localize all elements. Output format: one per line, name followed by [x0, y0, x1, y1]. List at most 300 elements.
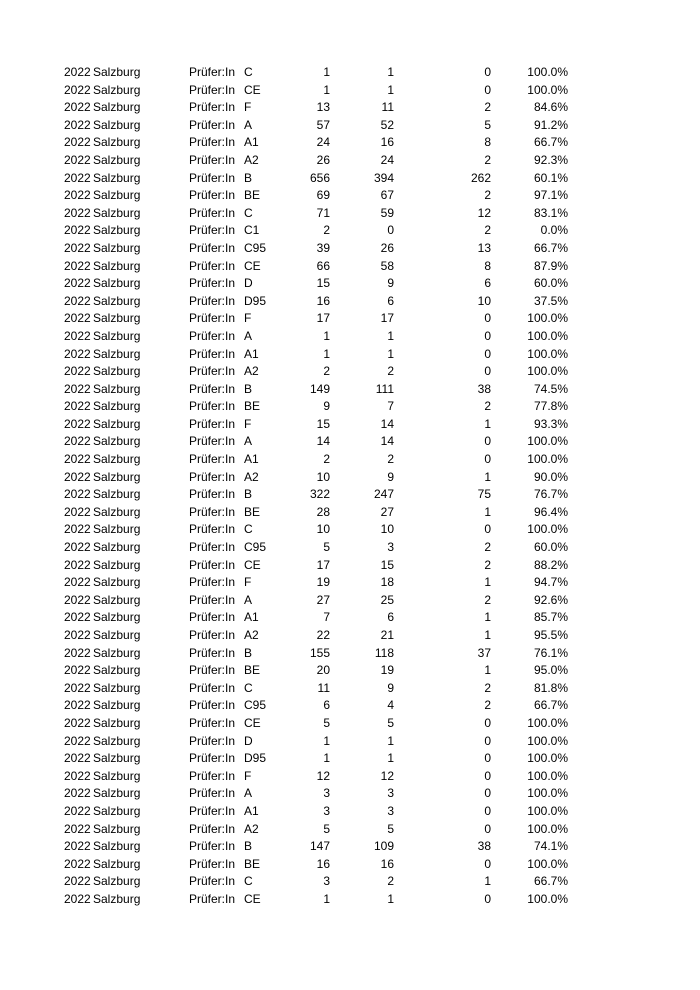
- failed-count-cell: 38: [477, 381, 491, 396]
- examiner-cell: Prüfer:In: [189, 188, 236, 203]
- passed-count-cell: 1: [387, 328, 394, 343]
- examiner-cell: Prüfer:In: [189, 575, 236, 590]
- table-row: [0, 381, 700, 399]
- table-row: [0, 680, 700, 698]
- pass-rate-cell: 84.6%: [533, 100, 568, 115]
- year-cell: 2022: [64, 733, 91, 748]
- city-cell: Salzburg: [93, 698, 141, 713]
- pass-rate-cell: 81.8%: [533, 680, 568, 695]
- failed-count-cell: 0: [484, 891, 491, 906]
- failed-count-cell: 75: [477, 487, 491, 502]
- year-cell: 2022: [64, 65, 91, 79]
- year-cell: 2022: [64, 856, 91, 871]
- passed-count-cell: 9: [387, 469, 394, 484]
- license-class-cell: CE: [244, 82, 261, 97]
- total-count-cell: 12: [316, 768, 330, 783]
- failed-count-cell: 0: [484, 751, 491, 766]
- pass-rate-cell: 60.0%: [533, 276, 568, 291]
- failed-count-cell: 0: [484, 311, 491, 326]
- failed-count-cell: 1: [484, 416, 491, 431]
- table-row: [0, 310, 700, 328]
- year-cell: 2022: [64, 874, 91, 889]
- license-class-cell: A1: [244, 135, 259, 150]
- table-row: [0, 416, 700, 434]
- failed-count-cell: 10: [477, 293, 491, 308]
- table-row: [0, 609, 700, 627]
- examiner-cell: Prüfer:In: [189, 522, 236, 537]
- table-row: [0, 258, 700, 276]
- examiner-cell: Prüfer:In: [189, 258, 236, 273]
- license-class-cell: BE: [244, 856, 261, 871]
- license-class-cell: A1: [244, 452, 259, 467]
- passed-count-cell: 7: [387, 399, 394, 414]
- examiner-cell: Prüfer:In: [189, 645, 236, 660]
- examiner-cell: Prüfer:In: [189, 240, 236, 255]
- examiner-cell: Prüfer:In: [189, 786, 236, 801]
- total-count-cell: 6: [323, 698, 330, 713]
- examiner-cell: Prüfer:In: [189, 698, 236, 713]
- examiner-cell: Prüfer:In: [189, 100, 236, 115]
- passed-count-cell: 111: [375, 381, 394, 396]
- total-count-cell: 10: [316, 522, 330, 537]
- year-cell: 2022: [64, 416, 91, 431]
- year-cell: 2022: [64, 135, 91, 150]
- examiner-cell: Prüfer:In: [189, 469, 236, 484]
- failed-count-cell: 8: [484, 258, 491, 273]
- city-cell: Salzburg: [93, 839, 141, 854]
- total-count-cell: 5: [323, 715, 330, 730]
- table-row: [0, 205, 700, 223]
- city-cell: Salzburg: [93, 188, 141, 203]
- passed-count-cell: 1: [387, 346, 394, 361]
- city-cell: Salzburg: [93, 891, 141, 906]
- pass-rate-cell: 100.0%: [527, 364, 568, 379]
- examiner-cell: Prüfer:In: [189, 205, 236, 220]
- passed-count-cell: 15: [380, 557, 394, 572]
- failed-count-cell: 2: [484, 592, 491, 607]
- total-count-cell: 27: [316, 592, 330, 607]
- pass-rate-cell: 95.0%: [533, 663, 568, 678]
- pass-rate-cell: 94.7%: [533, 575, 568, 590]
- pass-rate-cell: 37.5%: [533, 293, 568, 308]
- year-cell: 2022: [64, 839, 91, 854]
- total-count-cell: 147: [309, 839, 330, 854]
- failed-count-cell: 2: [484, 557, 491, 572]
- city-cell: Salzburg: [93, 680, 141, 695]
- year-cell: 2022: [64, 276, 91, 291]
- failed-count-cell: 262: [470, 170, 491, 185]
- examiner-cell: Prüfer:In: [189, 733, 236, 748]
- examiner-cell: Prüfer:In: [189, 874, 236, 889]
- table-row: [0, 557, 700, 575]
- license-class-cell: C: [244, 205, 253, 220]
- city-cell: Salzburg: [93, 364, 141, 379]
- failed-count-cell: 2: [484, 698, 491, 713]
- license-class-cell: BE: [244, 504, 261, 519]
- failed-count-cell: 2: [484, 399, 491, 414]
- passed-count-cell: 58: [380, 258, 394, 273]
- year-cell: 2022: [64, 381, 91, 396]
- failed-count-cell: 1: [484, 663, 491, 678]
- pass-rate-cell: 85.7%: [533, 610, 568, 625]
- passed-count-cell: 10: [380, 522, 394, 537]
- table-row: [0, 117, 700, 135]
- total-count-cell: 66: [316, 258, 330, 273]
- city-cell: Salzburg: [93, 610, 141, 625]
- examiner-cell: Prüfer:In: [189, 276, 236, 291]
- license-class-cell: C: [244, 874, 253, 889]
- year-cell: 2022: [64, 715, 91, 730]
- city-cell: Salzburg: [93, 381, 141, 396]
- pass-rate-cell: 100.0%: [527, 715, 568, 730]
- failed-count-cell: 0: [484, 328, 491, 343]
- examiner-cell: Prüfer:In: [189, 540, 236, 555]
- pass-rate-cell: 100.0%: [527, 522, 568, 537]
- city-cell: Salzburg: [93, 65, 141, 79]
- failed-count-cell: 6: [484, 276, 491, 291]
- table-row: [0, 152, 700, 170]
- table-row: [0, 838, 700, 856]
- examiner-cell: Prüfer:In: [189, 856, 236, 871]
- city-cell: Salzburg: [93, 469, 141, 484]
- license-class-cell: F: [244, 575, 252, 590]
- year-cell: 2022: [64, 399, 91, 414]
- examiner-cell: Prüfer:In: [189, 135, 236, 150]
- pass-rate-cell: 97.1%: [533, 188, 568, 203]
- city-cell: Salzburg: [93, 786, 141, 801]
- city-cell: Salzburg: [93, 117, 141, 132]
- year-cell: 2022: [64, 223, 91, 238]
- failed-count-cell: 5: [484, 117, 491, 132]
- passed-count-cell: 12: [380, 768, 394, 783]
- license-class-cell: B: [244, 381, 253, 396]
- table-row: [0, 821, 700, 839]
- city-cell: Salzburg: [93, 82, 141, 97]
- city-cell: Salzburg: [93, 645, 141, 660]
- year-cell: 2022: [64, 82, 91, 97]
- total-count-cell: 5: [323, 540, 330, 555]
- table-row: [0, 170, 700, 188]
- year-cell: 2022: [64, 821, 91, 836]
- examiner-cell: Prüfer:In: [189, 152, 236, 167]
- total-count-cell: 3: [323, 874, 330, 889]
- examiner-cell: Prüfer:In: [189, 592, 236, 607]
- total-count-cell: 16: [316, 293, 330, 308]
- license-class-cell: F: [244, 100, 252, 115]
- license-class-cell: C: [244, 522, 253, 537]
- year-cell: 2022: [64, 152, 91, 167]
- examiner-cell: Prüfer:In: [189, 768, 236, 783]
- passed-count-cell: 26: [380, 240, 394, 255]
- year-cell: 2022: [64, 293, 91, 308]
- license-class-cell: B: [244, 170, 253, 185]
- pass-rate-cell: 92.3%: [533, 152, 568, 167]
- failed-count-cell: 8: [484, 135, 491, 150]
- total-count-cell: 1: [323, 65, 330, 79]
- year-cell: 2022: [64, 768, 91, 783]
- passed-count-cell: 2: [387, 874, 394, 889]
- failed-count-cell: 2: [484, 223, 491, 238]
- license-class-cell: CE: [244, 258, 261, 273]
- failed-count-cell: 37: [477, 645, 491, 660]
- city-cell: Salzburg: [93, 856, 141, 871]
- total-count-cell: 20: [316, 663, 330, 678]
- license-class-cell: B: [244, 487, 253, 502]
- total-count-cell: 10: [316, 469, 330, 484]
- table-row: [0, 750, 700, 768]
- pass-rate-cell: 93.3%: [533, 416, 568, 431]
- total-count-cell: 26: [316, 152, 330, 167]
- year-cell: 2022: [64, 592, 91, 607]
- table-row: [0, 539, 700, 557]
- failed-count-cell: 1: [484, 874, 491, 889]
- passed-count-cell: 1: [387, 82, 394, 97]
- failed-count-cell: 1: [484, 575, 491, 590]
- pass-rate-cell: 100.0%: [527, 751, 568, 766]
- table-row: [0, 398, 700, 416]
- examiner-cell: Prüfer:In: [189, 82, 236, 97]
- passed-count-cell: 14: [380, 416, 394, 431]
- failed-count-cell: 2: [484, 100, 491, 115]
- passed-count-cell: 14: [380, 434, 394, 449]
- pass-rate-cell: 87.9%: [533, 258, 568, 273]
- total-count-cell: 3: [323, 786, 330, 801]
- passed-count-cell: 25: [380, 592, 394, 607]
- license-class-cell: A2: [244, 152, 259, 167]
- total-count-cell: 71: [316, 205, 330, 220]
- failed-count-cell: 2: [484, 188, 491, 203]
- table-row: [0, 662, 700, 680]
- pass-rate-cell: 100.0%: [527, 452, 568, 467]
- total-count-cell: 39: [316, 240, 330, 255]
- year-cell: 2022: [64, 487, 91, 502]
- passed-count-cell: 59: [380, 205, 394, 220]
- passed-count-cell: 17: [380, 311, 394, 326]
- failed-count-cell: 0: [484, 803, 491, 818]
- passed-count-cell: 247: [373, 487, 394, 502]
- passed-count-cell: 52: [380, 117, 394, 132]
- failed-count-cell: 1: [484, 504, 491, 519]
- total-count-cell: 9: [323, 399, 330, 414]
- pass-rate-cell: 100.0%: [527, 856, 568, 871]
- passed-count-cell: 24: [380, 152, 394, 167]
- passed-count-cell: 3: [387, 803, 394, 818]
- passed-count-cell: 5: [387, 821, 394, 836]
- passed-count-cell: 21: [380, 628, 394, 642]
- examiner-cell: Prüfer:In: [189, 891, 236, 906]
- table-row: [0, 240, 700, 258]
- total-count-cell: 1: [323, 82, 330, 97]
- spreadsheet-table: [0, 64, 700, 909]
- table-row: [0, 574, 700, 592]
- license-class-cell: B: [244, 839, 253, 854]
- year-cell: 2022: [64, 100, 91, 115]
- passed-count-cell: 1: [387, 751, 394, 766]
- year-cell: 2022: [64, 311, 91, 326]
- year-cell: 2022: [64, 258, 91, 273]
- passed-count-cell: 0: [387, 223, 394, 238]
- total-count-cell: 57: [316, 117, 330, 132]
- city-cell: Salzburg: [93, 205, 141, 220]
- failed-count-cell: 0: [484, 65, 491, 79]
- year-cell: 2022: [64, 803, 91, 818]
- license-class-cell: A1: [244, 346, 259, 361]
- pass-rate-cell: 100.0%: [527, 311, 568, 326]
- examiner-cell: Prüfer:In: [189, 803, 236, 818]
- failed-count-cell: 0: [484, 364, 491, 379]
- failed-count-cell: 0: [484, 786, 491, 801]
- examiner-cell: Prüfer:In: [189, 715, 236, 730]
- year-cell: 2022: [64, 557, 91, 572]
- year-cell: 2022: [64, 205, 91, 220]
- table-row: [0, 697, 700, 715]
- total-count-cell: 11: [317, 680, 330, 695]
- city-cell: Salzburg: [93, 135, 141, 150]
- passed-count-cell: 2: [387, 364, 394, 379]
- year-cell: 2022: [64, 452, 91, 467]
- examiner-cell: Prüfer:In: [189, 751, 236, 766]
- passed-count-cell: 1: [387, 733, 394, 748]
- year-cell: 2022: [64, 575, 91, 590]
- failed-count-cell: 1: [484, 469, 491, 484]
- failed-count-cell: 1: [484, 628, 491, 642]
- table-row: [0, 768, 700, 786]
- license-class-cell: C95: [244, 540, 267, 555]
- examiner-cell: Prüfer:In: [189, 628, 236, 642]
- license-class-cell: F: [244, 311, 252, 326]
- city-cell: Salzburg: [93, 258, 141, 273]
- examiner-cell: Prüfer:In: [189, 452, 236, 467]
- city-cell: Salzburg: [93, 293, 141, 308]
- license-class-cell: A: [244, 328, 253, 343]
- total-count-cell: 19: [316, 575, 330, 590]
- license-class-cell: CE: [244, 557, 261, 572]
- table-row: [0, 187, 700, 205]
- license-class-cell: C1: [244, 223, 260, 238]
- pass-rate-cell: 77.8%: [533, 399, 568, 414]
- examiner-cell: Prüfer:In: [189, 381, 236, 396]
- table-row: [0, 293, 700, 311]
- examiner-cell: Prüfer:In: [189, 328, 236, 343]
- total-count-cell: 1: [323, 328, 330, 343]
- table-row: [0, 521, 700, 539]
- city-cell: Salzburg: [93, 751, 141, 766]
- license-class-cell: BE: [244, 399, 261, 414]
- passed-count-cell: 27: [380, 504, 394, 519]
- total-count-cell: 149: [309, 381, 330, 396]
- pass-rate-cell: 60.0%: [533, 540, 568, 555]
- total-count-cell: 155: [309, 645, 330, 660]
- city-cell: Salzburg: [93, 276, 141, 291]
- license-class-cell: A1: [244, 803, 259, 818]
- passed-count-cell: 5: [387, 715, 394, 730]
- failed-count-cell: 0: [484, 522, 491, 537]
- license-class-cell: A2: [244, 628, 259, 642]
- year-cell: 2022: [64, 364, 91, 379]
- examiner-cell: Prüfer:In: [189, 293, 236, 308]
- license-class-cell: C: [244, 65, 253, 79]
- failed-count-cell: 38: [477, 839, 491, 854]
- total-count-cell: 14: [316, 434, 330, 449]
- table-row: [0, 222, 700, 240]
- total-count-cell: 322: [309, 487, 330, 502]
- license-class-cell: B: [244, 645, 253, 660]
- total-count-cell: 16: [316, 856, 330, 871]
- table-row: [0, 856, 700, 874]
- passed-count-cell: 19: [380, 663, 394, 678]
- total-count-cell: 656: [309, 170, 330, 185]
- total-count-cell: 1: [323, 891, 330, 906]
- table-row: [0, 82, 700, 100]
- total-count-cell: 17: [316, 311, 330, 326]
- year-cell: 2022: [64, 170, 91, 185]
- failed-count-cell: 0: [484, 82, 491, 97]
- license-class-cell: A2: [244, 469, 259, 484]
- failed-count-cell: 1: [484, 610, 491, 625]
- table-row: [0, 275, 700, 293]
- failed-count-cell: 0: [484, 733, 491, 748]
- passed-count-cell: 11: [381, 100, 394, 115]
- year-cell: 2022: [64, 751, 91, 766]
- year-cell: 2022: [64, 522, 91, 537]
- city-cell: Salzburg: [93, 628, 141, 642]
- total-count-cell: 1: [323, 346, 330, 361]
- city-cell: Salzburg: [93, 100, 141, 115]
- passed-count-cell: 9: [387, 276, 394, 291]
- passed-count-cell: 1: [387, 891, 394, 906]
- pass-rate-cell: 66.7%: [533, 874, 568, 889]
- year-cell: 2022: [64, 786, 91, 801]
- pass-rate-cell: 0.0%: [540, 223, 568, 238]
- license-class-cell: A: [244, 786, 253, 801]
- year-cell: 2022: [64, 240, 91, 255]
- table-row: [0, 891, 700, 909]
- total-count-cell: 3: [323, 803, 330, 818]
- city-cell: Salzburg: [93, 504, 141, 519]
- pass-rate-cell: 66.7%: [533, 240, 568, 255]
- license-class-cell: C95: [244, 698, 267, 713]
- license-class-cell: CE: [244, 715, 261, 730]
- city-cell: Salzburg: [93, 346, 141, 361]
- examiner-cell: Prüfer:In: [189, 170, 236, 185]
- pass-rate-cell: 95.5%: [533, 628, 568, 642]
- pass-rate-cell: 100.0%: [527, 733, 568, 748]
- city-cell: Salzburg: [93, 311, 141, 326]
- pass-rate-cell: 92.6%: [533, 592, 568, 607]
- failed-count-cell: 0: [484, 856, 491, 871]
- examiner-cell: Prüfer:In: [189, 117, 236, 132]
- total-count-cell: 2: [323, 364, 330, 379]
- examiner-cell: Prüfer:In: [189, 504, 236, 519]
- year-cell: 2022: [64, 117, 91, 132]
- year-cell: 2022: [64, 680, 91, 695]
- license-class-cell: A2: [244, 364, 259, 379]
- license-class-cell: D95: [244, 751, 267, 766]
- table-row: [0, 785, 700, 803]
- examiner-cell: Prüfer:In: [189, 821, 236, 836]
- year-cell: 2022: [64, 346, 91, 361]
- failed-count-cell: 2: [484, 680, 491, 695]
- examiner-cell: Prüfer:In: [189, 399, 236, 414]
- table-row: [0, 627, 700, 645]
- total-count-cell: 69: [316, 188, 330, 203]
- failed-count-cell: 12: [477, 205, 491, 220]
- city-cell: Salzburg: [93, 152, 141, 167]
- passed-count-cell: 18: [380, 575, 394, 590]
- examiner-cell: Prüfer:In: [189, 487, 236, 502]
- passed-count-cell: 6: [387, 293, 394, 308]
- total-count-cell: 1: [323, 733, 330, 748]
